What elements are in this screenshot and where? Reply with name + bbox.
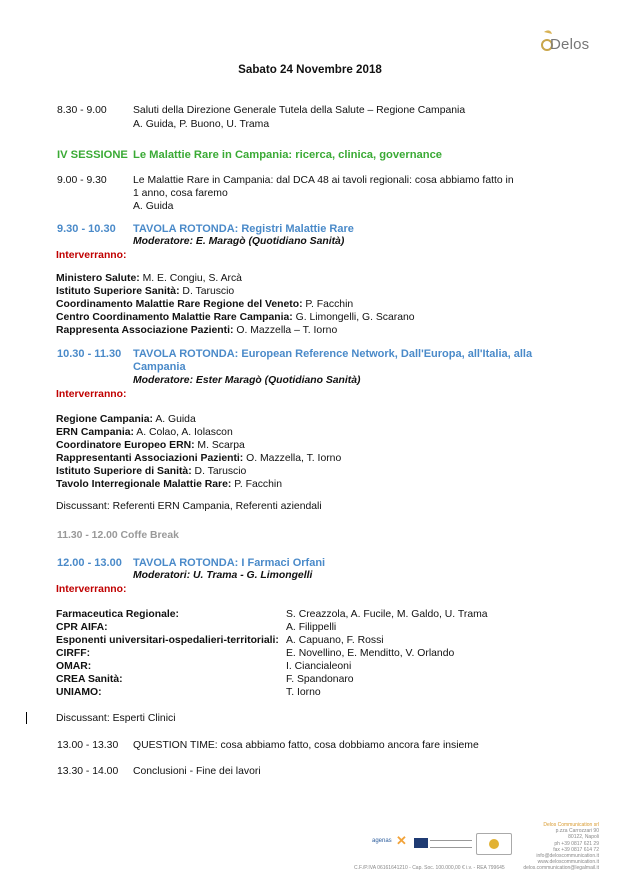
round2-participant: Regione Campania: A. Guida <box>56 414 196 425</box>
footer-address1: p.zza Carrozzari 90 <box>555 828 599 835</box>
round3-moderator: Moderatori: U. Trama - G. Limongelli <box>133 570 313 581</box>
question-time: 13.00 - 13.30 <box>57 740 119 751</box>
footer-phone: ph +39 0817 621 29 <box>554 840 599 847</box>
round2-title-line2: Campania <box>133 361 186 373</box>
footer-web: www.deloscommunication.it <box>537 859 599 866</box>
round2-intervene: Interverranno: <box>56 389 127 400</box>
talk1-speaker: A. Guida <box>133 201 174 212</box>
coffee-break: 11.30 - 12.00 Coffe Break <box>57 530 179 541</box>
round2-participant: Istituto Superiore di Sanità: D. Taruscio <box>56 466 247 477</box>
round2-time: 10.30 - 11.30 <box>57 348 122 360</box>
round1-time: 9.30 - 10.30 <box>57 223 116 235</box>
round1-participant: Coordinamento Malattie Rare Regione del Veneto: P. Facchin <box>56 299 354 310</box>
round3-names: E. Novellino, E. Menditto, V. Orlando <box>286 648 455 659</box>
round1-moderator: Moderatore: E. Maragò (Quotidiano Sanità) <box>133 236 345 247</box>
logo-text: Delos <box>550 36 590 53</box>
round3-names: T. Iorno <box>286 687 321 698</box>
page-title: Sabato 24 Novembre 2018 <box>238 63 382 76</box>
round3-discussant: Discussant: Esperti Clinici <box>56 713 176 724</box>
round1-participant: Centro Coordinamento Malattie Rare Campania: G. Limongelli, G. Scarano <box>56 312 415 323</box>
round1-participant: Istituto Superiore Sanità: D. Taruscio <box>56 286 235 297</box>
round2-discussant: Discussant: Referenti ERN Campania, Referenti aziendali <box>56 501 322 512</box>
delos-logo <box>538 28 600 54</box>
talk1-line2: 1 anno, cosa faremo <box>133 188 228 199</box>
round3-names: F. Spandonaro <box>286 674 354 685</box>
closing-text: Conclusioni - Fine dei lavori <box>133 766 261 777</box>
round3-org: CPR AIFA: <box>56 622 108 633</box>
round3-org: Farmaceutica Regionale: <box>56 609 179 620</box>
opening-speakers: A. Guida, P. Buono, U. Trama <box>133 119 270 130</box>
footer-email: info@deloscommunication.it <box>536 853 599 860</box>
text-cursor <box>26 712 27 724</box>
agenas-logo-text: agenas <box>372 838 392 844</box>
footer-legal: C.F./P.IVA 06161641210 - Cap. Soc. 100.000,00 € i.v. - REA 799645 <box>354 865 505 871</box>
round3-time: 12.00 - 13.00 <box>57 557 122 569</box>
footer-contacts <box>513 822 599 872</box>
round2-participant: Coordinatore Europeo ERN: M. Scarpa <box>56 440 245 451</box>
round3-org: OMAR: <box>56 661 92 672</box>
round3-intervene: Interverranno: <box>56 584 127 595</box>
round1-participant: Rappresenta Associazione Pazienti: O. Mazzella – T. Iorno <box>56 325 338 336</box>
round1-title: TAVOLA ROTONDA: Registri Malattie Rare <box>133 223 354 235</box>
footer-address2: 80122, Napoli <box>568 834 599 841</box>
round3-title: TAVOLA ROTONDA: I Farmaci Orfani <box>133 557 326 569</box>
agenas-logo <box>372 832 406 854</box>
round3-org: CIRFF: <box>56 648 91 659</box>
talk1-time: 9.00 - 9.30 <box>57 175 107 186</box>
opening-title: Saluti della Direzione Generale Tutela della Salute – Regione Campania <box>133 105 466 116</box>
round2-title-line1: TAVOLA ROTONDA: European Reference Network, Dall'Europa, all'Italia, alla <box>133 348 533 360</box>
footer-company: Delos Communication srl <box>543 822 599 828</box>
partner-logo-text-icon <box>430 840 472 848</box>
opening-time: 8.30 - 9.00 <box>57 105 107 116</box>
round3-names: I. Ciancialeoni <box>286 661 352 672</box>
talk1-line1: Le Malattie Rare in Campania: dal DCA 48 ai tavoli regionali: cosa abbiamo fatto in <box>133 175 514 186</box>
round3-org: UNIAMO: <box>56 687 102 698</box>
closing-time: 13.30 - 14.00 <box>57 766 119 777</box>
round3-org: CREA Sanità: <box>56 674 123 685</box>
footer-pec: delos.communication@legalmail.it <box>523 865 599 872</box>
round1-intervene: Interverranno: <box>56 250 127 261</box>
round2-participant: Rappresentanti Associazioni Pazienti: O. Mazzella, T. Iorno <box>56 453 342 464</box>
agenas-x-icon: ✕ <box>396 833 407 848</box>
certification-seal-icon <box>476 833 512 855</box>
partner-logo-icon <box>414 838 428 848</box>
session-title: Le Malattie Rare in Campania: ricerca, clinica, governance <box>133 149 443 161</box>
round2-participant: Tavolo Interregionale Malattie Rare: P. Facchin <box>56 479 282 490</box>
round2-participant: ERN Campania: A. Colao, A. Iolascon <box>56 427 233 438</box>
question-text: QUESTION TIME: cosa abbiamo fatto, cosa dobbiamo ancora fare insieme <box>133 740 479 751</box>
round3-names: A. Filippelli <box>286 622 337 633</box>
round3-names: A. Capuano, F. Rossi <box>286 635 384 646</box>
round1-participant: Ministero Salute: M. E. Congiu, S. Arcà <box>56 273 242 284</box>
session-label: IV SESSIONE <box>57 149 128 161</box>
round3-org: Esponenti universitari-ospedalieri-territoriali: <box>56 635 279 646</box>
round3-names: S. Creazzola, A. Fucile, M. Galdo, U. Trama <box>286 609 488 620</box>
round2-moderator: Moderatore: Ester Maragò (Quotidiano Sanità) <box>133 375 361 386</box>
footer-fax: fax +39 0817 614 72 <box>553 846 599 853</box>
